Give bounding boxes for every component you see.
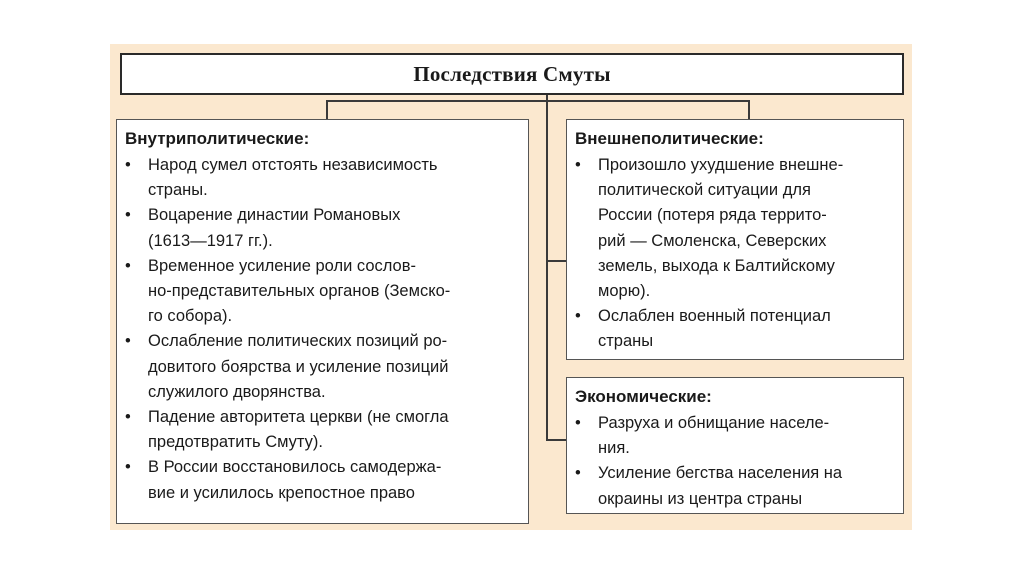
list-item-text: (1613—1917 гг.). — [148, 231, 273, 250]
bullet-icon: • — [575, 307, 581, 326]
bullet-icon: • — [125, 156, 131, 174]
bullet-icon: • — [575, 414, 581, 432]
bullet-icon: • — [125, 332, 131, 351]
list-item-text: Произошло ухудшение внешне- — [598, 156, 844, 174]
list-item-text: Народ сумел отстоять независимость — [148, 156, 438, 174]
list-item-text: морю). — [598, 282, 651, 301]
bullet-icon: • — [125, 408, 131, 427]
connector-horizontal — [326, 100, 750, 102]
bullet-icon: • — [125, 458, 131, 477]
bullet-icon: • — [575, 464, 581, 483]
list-item-text: земель, выхода к Балтийскому — [598, 256, 835, 275]
connector-to-foreign — [546, 260, 566, 262]
list-item-text: служилого дворянства. — [148, 382, 326, 401]
foreign-politics-box — [566, 119, 904, 360]
connector-left-drop — [326, 100, 328, 119]
connector-right-drop — [748, 100, 750, 119]
economic-list — [575, 411, 895, 512]
bullet-icon: • — [125, 256, 131, 275]
diagram-title-box — [120, 53, 904, 95]
list-item-text: рий — Смоленска, Северских — [598, 231, 827, 250]
list-item-text: политической ситуации для — [598, 181, 811, 200]
list-item — [575, 153, 895, 304]
list-item — [125, 153, 520, 203]
bullet-icon: • — [125, 206, 131, 225]
list-item-text: предотвратить Смуту). — [148, 433, 323, 452]
list-item-text: Временное усиление роли сослов- — [148, 256, 416, 275]
bullet-icon: • — [575, 156, 581, 174]
diagram-title: Последствия Смуты — [413, 61, 611, 86]
list-item — [125, 405, 520, 455]
internal-politics-box — [116, 119, 529, 524]
list-item — [125, 455, 520, 505]
list-item — [575, 304, 895, 354]
list-item-text: Падение авторитета церкви (не смогла — [148, 408, 449, 427]
list-item-text: окраины из центра страны — [598, 489, 803, 508]
internal-politics-list — [125, 153, 520, 506]
list-item-text: но-представительных органов (Земско- — [148, 282, 451, 301]
list-item-text: вие и усилилось крепостное право — [148, 483, 415, 502]
foreign-politics-heading: Внешнеполитические: — [575, 129, 764, 148]
list-item-text: довитого боярства и усиление позиций — [148, 357, 449, 376]
list-item — [125, 329, 520, 405]
list-item-text: Воцарение династии Романовых — [148, 206, 401, 225]
economic-heading: Экономические: — [575, 387, 712, 406]
list-item-text: В России восстановилось самодержа- — [148, 458, 442, 477]
list-item-text: России (потеря ряда террито- — [598, 206, 827, 225]
list-item-text: страны — [598, 332, 654, 351]
list-item-text: ния. — [598, 439, 630, 458]
list-item-text: Усиление бегства населения на — [598, 464, 843, 483]
list-item-text: страны. — [148, 181, 208, 200]
list-item-text: Ослаблен военный потенциал — [598, 307, 831, 326]
list-item — [125, 203, 520, 253]
internal-politics-heading: Внутриполитические: — [125, 129, 310, 148]
list-item-text: Ослабление политических позиций ро- — [148, 332, 448, 351]
connector-to-economic — [546, 439, 566, 441]
list-item-text: го собора). — [148, 307, 233, 326]
list-item — [575, 411, 895, 461]
foreign-politics-list — [575, 153, 895, 355]
connector-center-vertical — [546, 100, 548, 440]
list-item-text: Разруха и обнищание населе- — [598, 414, 830, 432]
list-item — [575, 461, 895, 511]
list-item — [125, 254, 520, 330]
economic-box — [566, 377, 904, 514]
